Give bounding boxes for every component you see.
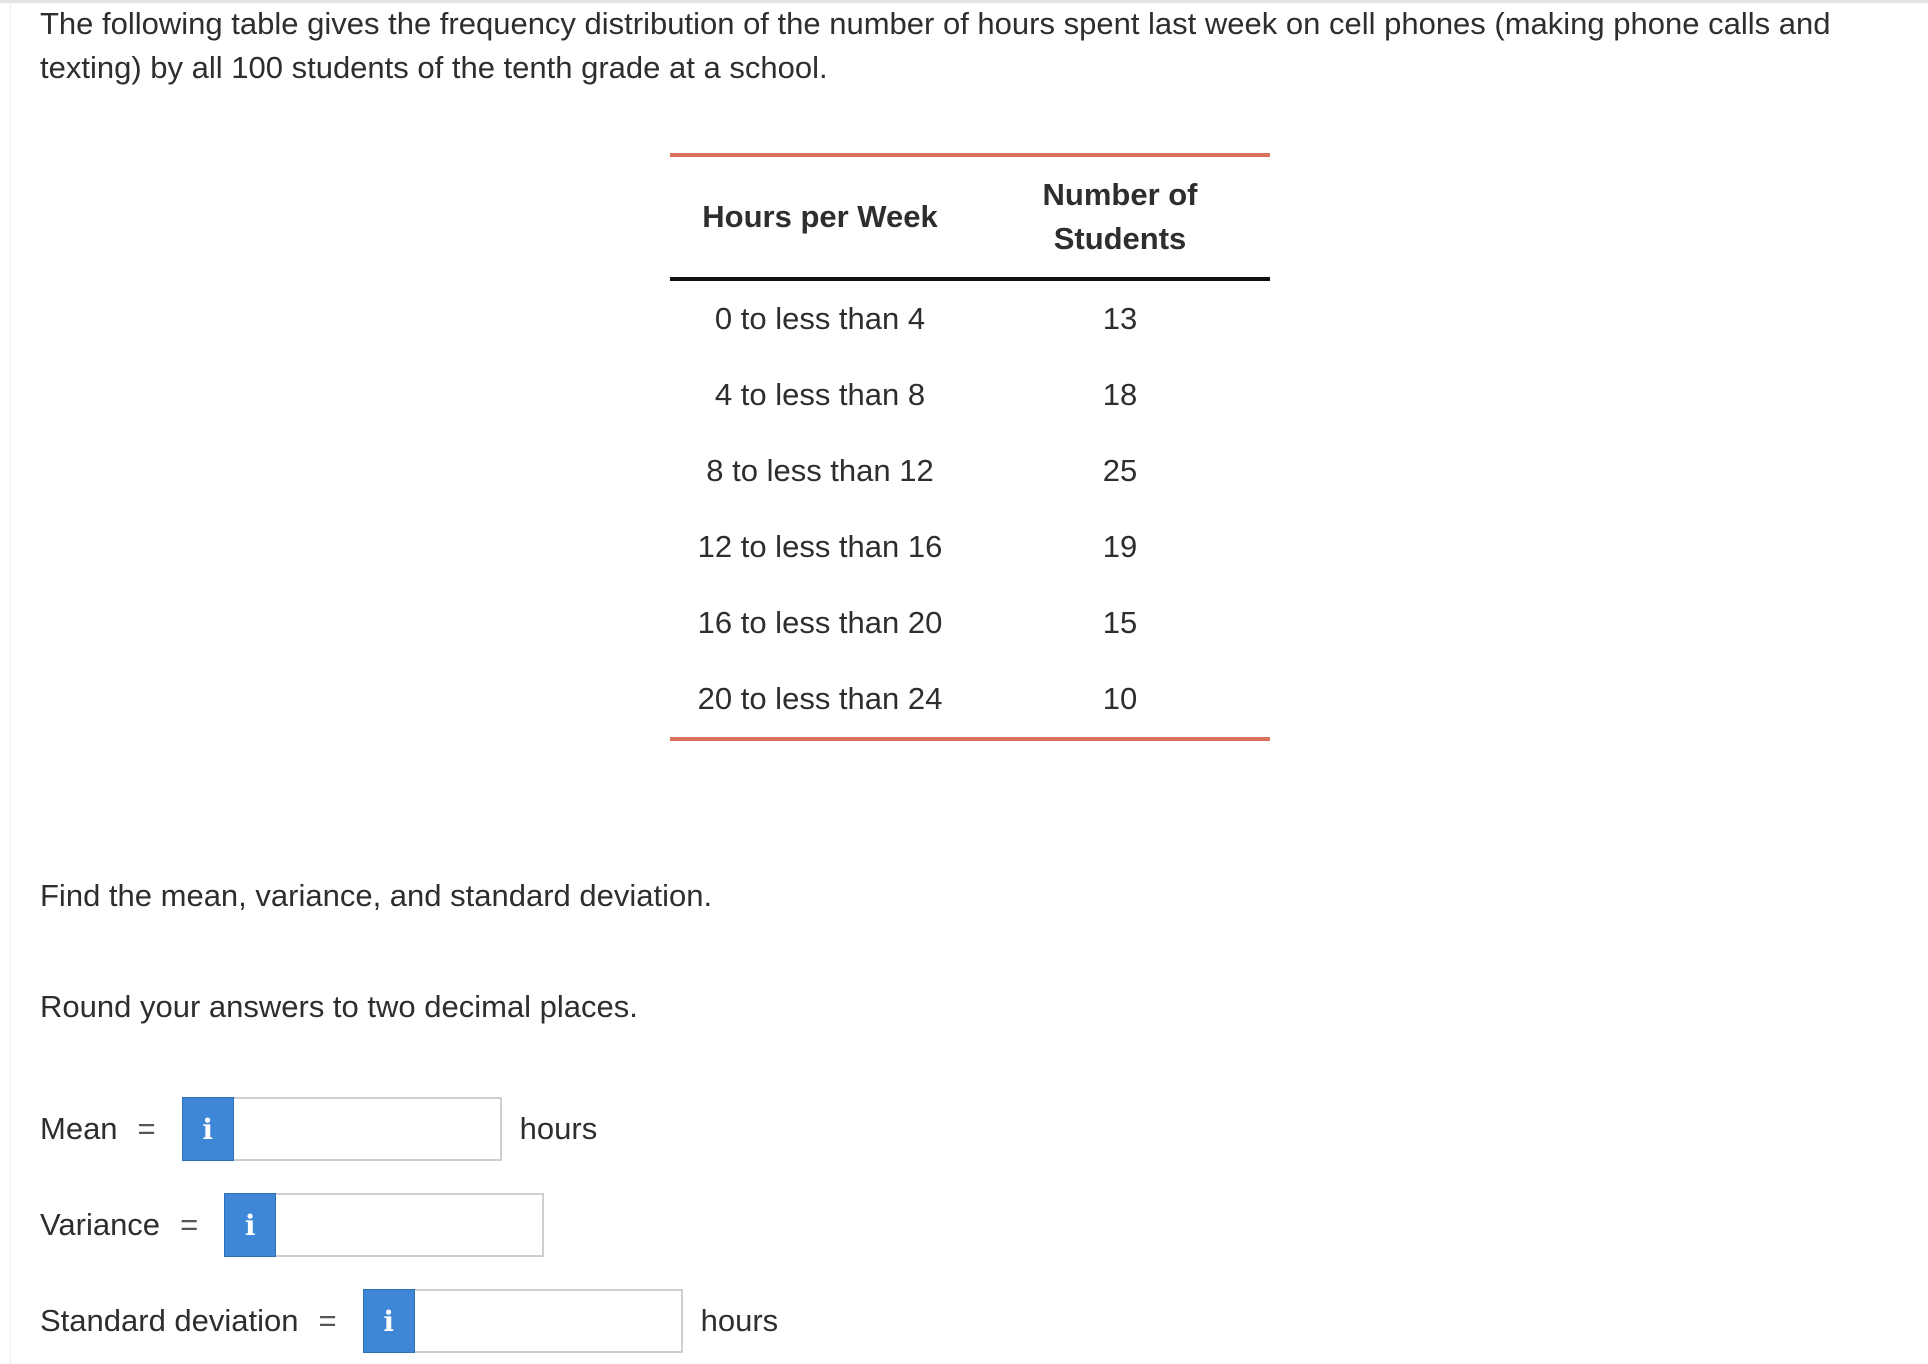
table-row [670,585,1270,661]
hours-cell: 20 to less than 24 [697,681,943,716]
students-cell: 15 [1102,605,1138,640]
table-row [670,433,1270,509]
table-row [670,357,1270,433]
table-header-row [670,155,1270,279]
mean-input[interactable] [234,1097,502,1161]
students-cell: 25 [1102,453,1138,488]
students-cell: 18 [1102,377,1138,412]
variance-info-icon[interactable]: i [224,1193,276,1257]
std-dev-equals-sign: = [318,1303,337,1338]
hours-cell: 8 to less than 12 [706,453,934,488]
hours-cell: 16 to less than 20 [697,605,943,640]
frequency-table [670,153,1270,741]
mean-info-icon[interactable]: i [182,1097,234,1161]
students-cell: 13 [1102,301,1138,336]
variance-equals-sign: = [180,1207,199,1242]
hours-cell: 4 to less than 8 [714,377,926,412]
std-dev-answer-row [40,1288,778,1354]
hours-cell: 12 to less than 16 [697,529,943,564]
mean-unit: hours [519,1111,598,1146]
table-row [670,279,1270,357]
left-border [10,0,11,1364]
header-number-of-students [970,155,1270,279]
std-dev-label: Standard deviation [40,1303,299,1338]
std-dev-unit: hours [700,1303,779,1338]
table-row [670,661,1270,739]
instruction-text: Find the mean, variance, and standard deviation. [40,878,713,913]
table-row [670,509,1270,585]
header-hours-per-week: Hours per Week [702,199,938,234]
header-number-of-students-text: Number of Students [1042,177,1198,256]
students-cell: 19 [1102,529,1138,564]
variance-input[interactable] [276,1193,544,1257]
mean-label: Mean [40,1111,118,1146]
std-dev-input[interactable] [415,1289,683,1353]
variance-answer-row [40,1192,544,1258]
variance-label: Variance [40,1207,161,1242]
question-intro: The following table gives the frequency distribution of the number of hours spent last week on cell phones (making phone calls and texting) by all 100 students of the tenth grade at a school. [40,6,1831,85]
students-cell: 10 [1102,681,1138,716]
mean-equals-sign: = [137,1111,156,1146]
mean-answer-row [40,1096,597,1162]
rounding-text: Round your answers to two decimal places. [40,989,638,1024]
hours-cell: 0 to less than 4 [714,301,926,336]
std-dev-info-icon[interactable]: i [363,1289,415,1353]
